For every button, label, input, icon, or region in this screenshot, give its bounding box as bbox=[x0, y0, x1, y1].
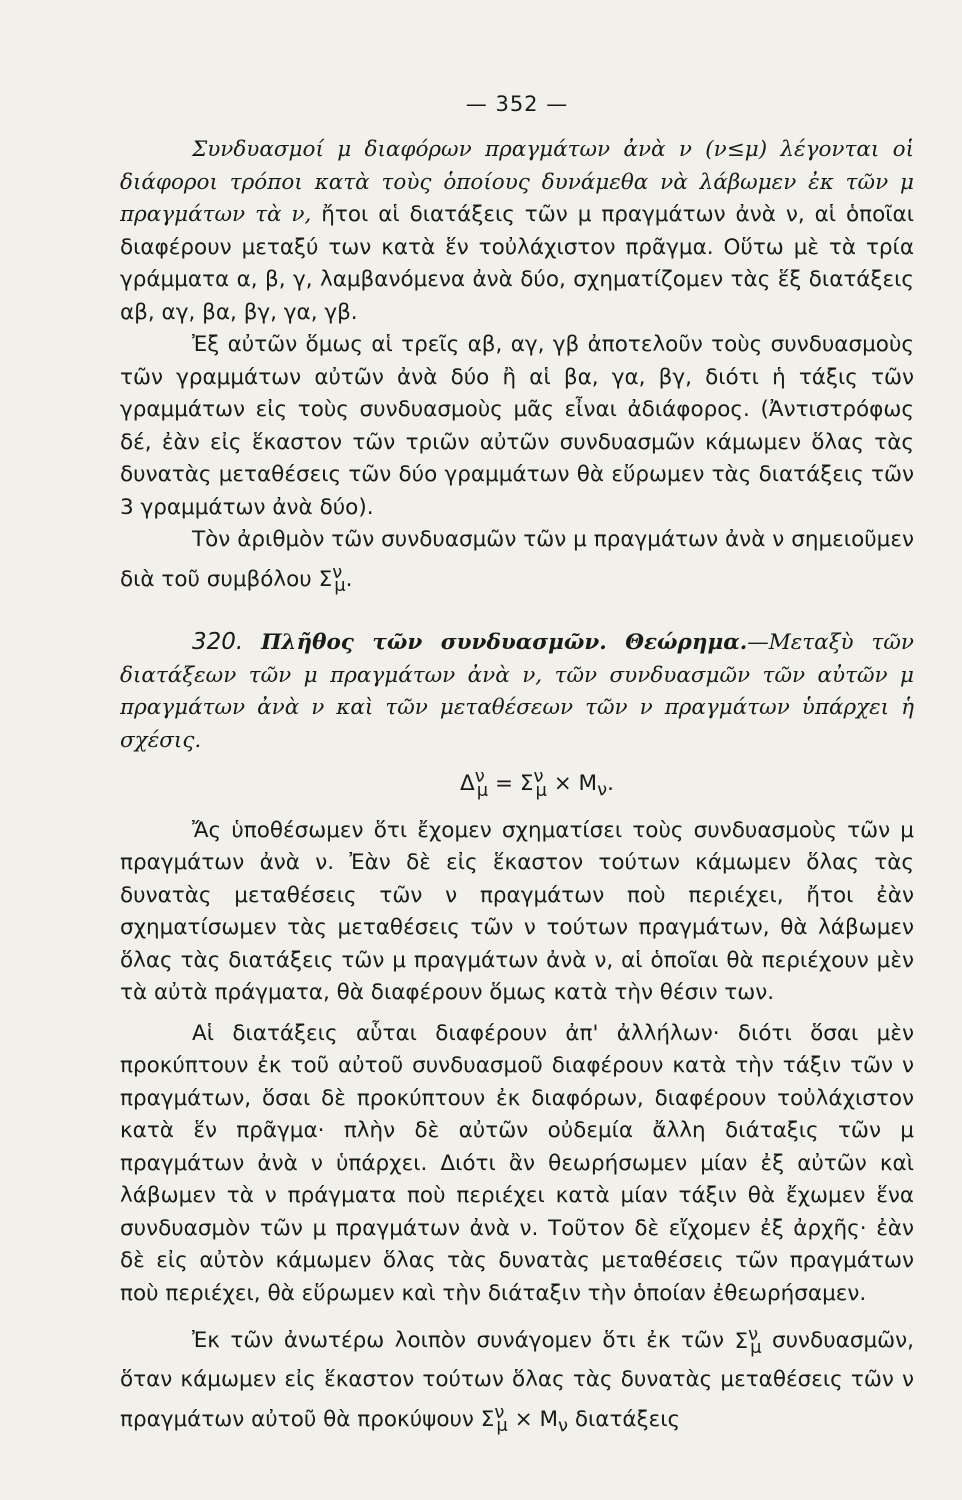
theorem-formula: $\Delta^\nu_\mu = \Sigma^\nu_\mu \times M_\nu$. bbox=[460, 766, 614, 801]
sigma-symbol: $\Sigma^\nu_\mu$ bbox=[318, 561, 346, 596]
page-number: — 352 — bbox=[465, 92, 569, 116]
paragraph-2: Τὸν ἀριθμὸν τῶν συνδυασμῶν τῶν μ πραγμάτων ἀνὰ ν σημειοῦμεν διὰ τοῦ συμβόλου $\Sigma^\nu_\mu$. bbox=[120, 527, 914, 596]
theorem-title: Πλῆθος τῶν συνδυασμῶν. Θεώρημα. bbox=[261, 630, 748, 656]
definition-italic: Συνδυασμοί μ διαφόρων πραγμάτων ἀνὰ ν (ν≤μ) λέγονται οἱ διάφοροι τρόποι κατὰ τοὺς ὁποίους δυνάμεθα νὰ λάβωμεν ἐκ τῶν μ πραγμάτων τὰ ν, bbox=[120, 137, 914, 227]
theorem-paragraph bbox=[120, 626, 914, 757]
sigma-symbol: $\Sigma^\nu_\mu$ bbox=[734, 1323, 762, 1358]
sigma-symbol: $\Sigma^\nu_\mu$ bbox=[480, 1401, 508, 1437]
paragraph-2-text: Τὸν ἀριθμὸν τῶν συνδυασμῶν τῶν μ πραγμάτων ἀνὰ ν σημειοῦμεν διὰ τοῦ συμβόλου bbox=[120, 527, 914, 592]
definition-text: ἤτοι αἱ διατάξεις τῶν μ πραγμάτων ἀνὰ ν, αἱ ὁποῖαι διαφέρουν μεταξύ των κατὰ ἕν τοὐλάχιστον πρᾶγμα. Οὕτω μὲ τὰ τρία γράμματα α, β, γ, λαμβανόμενα ἀνὰ δύο, σχηματίζομεν τὰς ἕξ διατάξεις αβ, αγ, βα, βγ, γα, γβ. bbox=[120, 202, 915, 325]
paragraph-4: Αἱ διατάξεις αὗται διαφέρουν ἀπ' ἀλλήλων· διότι ὅσαι μὲν προκύπτουν ἐκ τοῦ αὐτοῦ συνδυασμοῦ διαφέρουν κατὰ τὴν τάξιν τῶν ν πραγμάτων, ὅσαι δὲ προκύπτουν ἐκ διαφόρων, διαφέρουν τοὐλάχιστον κατὰ ἕν πρᾶγμα· πλὴν δὲ αὐτῶν οὐδεμία ἄλλη διάταξις τῶν μ πραγμάτων ἀνὰ ν ὑπάρχει. Διότι ἂν θεωρήσωμεν μίαν ἐξ αὐτῶν καὶ λάβωμεν τὰ ν πράγματα ποὺ περιέχει κατὰ μίαν τάξιν θὰ ἔχωμεν ἕνα συνδυασμὸν τῶν μ πραγμάτων ἀνὰ ν. Τοῦτον δὲ εἴχομεν ἐξ ἀρχῆς· ἐὰν δὲ εἰς αὐτὸν κάμωμεν ὅλας τὰς δυνατὰς μεταθέσεις τῶν πραγμάτων ποὺ περιέχει, θὰ εὕρωμεν καὶ τὴν διάταξιν τὴν ὁποίαν ἐθεωρήσαμεν. bbox=[120, 1020, 914, 1306]
paragraph-1: Ἐξ αὐτῶν ὅμως αἱ τρεῖς αβ, αγ, γβ ἀποτελοῦν τοὺς συνδυασμοὺς τῶν γραμμάτων αὐτῶν ἀνὰ δύο ἢ αἱ βα, γα, βγ, διότι ἡ τάξις τῶν γραμμάτων εἰς τοὺς συνδυασμοὺς μᾶς εἶναι ἀδιάφορος. (Ἀντιστρόφως δέ, ἐὰν εἰς ἕκαστον τῶν τριῶν αὐτῶν συνδυασμῶν κάμωμεν ὅλας τὰς δυνατὰς μεταθέσεις τῶν δύο γραμμάτων θὰ εὕρωμεν τὰς διατάξεις τῶν 3 γραμμάτων ἀνὰ δύο). bbox=[120, 332, 914, 520]
definition-paragraph bbox=[120, 134, 914, 329]
theorem-number: 320. bbox=[192, 629, 244, 656]
theorem-statement: —Μεταξὺ τῶν διατάξεων τῶν μ πραγμάτων ἀνὰ ν, τῶν συνδυασμῶν τῶν αὐτῶν μ πραγμάτων ἀνὰ ν καὶ τῶν μεταθέσεων τῶν ν πραγμάτων ὑπάρχει ἡ σχέσις. bbox=[120, 630, 914, 753]
paragraph-3: Ἄς ὑποθέσωμεν ὅτι ἔχομεν σχηματίσει τοὺς συνδυασμοὺς τῶν μ πραγμάτων ἀνὰ ν. Ἐὰν δὲ εἰς ἕκαστον τούτων κάμωμεν ὅλας τὰς δυνατὰς μεταθέσεις τῶν ν πραγμάτων ποὺ περιέχει, ἤτοι ἐὰν σχηματίσωμεν τὰς μεταθέσεις τῶν ν τούτων πραγμάτων, θὰ λάβωμεν ὅλας τὰς διατάξεις τῶν μ πραγμάτων ἀνὰ ν, αἱ ὁποῖαι θὰ περιέχουν μὲν τὰ αὐτὰ πράγματα, θὰ διαφέρουν ὅμως κατὰ τὴν θέσιν των. bbox=[120, 817, 914, 1006]
paragraph-5: Ἐκ τῶν ἀνωτέρω λοιπὸν συνάγομεν ὅτι ἐκ τῶν $\Sigma^\nu_\mu$ συνδυασμῶν, ὅταν κάμωμεν εἰς ἕκαστον τούτων ὅλας τὰς δυνατὰς μεταθέσεις τῶν ν πραγμάτων αὐτοῦ θὰ προκύψουν $\Sigma^\nu_\mu \times M_\nu$ διατάξεις bbox=[120, 1323, 914, 1437]
